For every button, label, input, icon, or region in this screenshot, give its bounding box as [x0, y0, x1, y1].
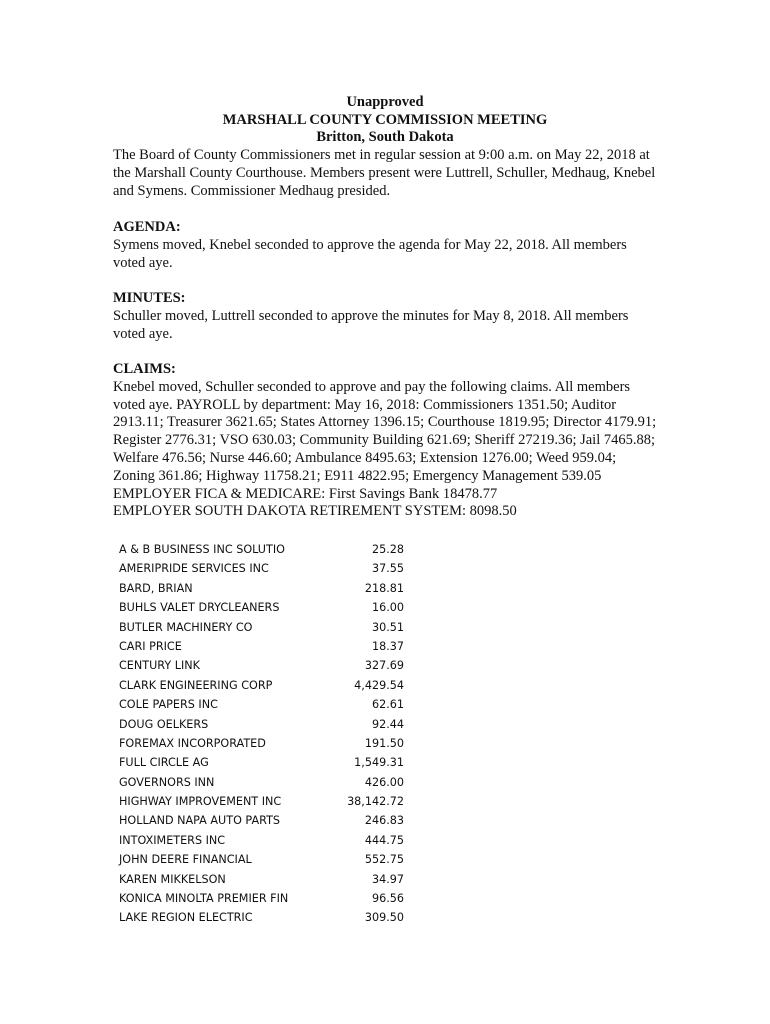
claim-vendor-name: JOHN DEERE FINANCIAL [119, 853, 252, 867]
claim-vendor-name: AMERIPRIDE SERVICES INC [119, 562, 269, 576]
claim-row [119, 559, 419, 578]
claim-vendor-name: COLE PAPERS INC [119, 698, 218, 712]
meeting-title: MARSHALL COUNTY COMMISSION MEETING [222, 111, 548, 128]
claim-vendor-name: BARD, BRIAN [119, 581, 193, 595]
claim-vendor-name: BUHLS VALET DRYCLEANERS [119, 601, 280, 615]
claim-amount: 18.37 [371, 639, 404, 653]
employer-retirement-line: EMPLOYER SOUTH DAKOTA RETIREMENT SYSTEM: 8098.50 [113, 503, 517, 520]
claim-row [119, 753, 419, 772]
claim-amount: 34.97 [371, 872, 404, 886]
claim-amount: 246.83 [364, 814, 404, 828]
claim-row [119, 579, 419, 598]
claims-heading: CLAIMS: [113, 361, 176, 377]
claim-vendor-name: DOUG OELKERS [119, 717, 209, 731]
claim-row [119, 540, 419, 559]
claim-vendor-name: CENTURY LINK [119, 659, 200, 673]
claim-vendor-name: HIGHWAY IMPROVEMENT INC [119, 795, 282, 809]
claims-list [119, 540, 419, 928]
claim-row [119, 870, 419, 889]
claim-row [119, 618, 419, 637]
claim-row [119, 831, 419, 850]
claim-amount: 30.51 [371, 620, 404, 634]
claim-vendor-name: A & B BUSINESS INC SOLUTIO [119, 543, 285, 556]
intro-paragraph [113, 147, 661, 200]
agenda-text: Symens moved, Knebel seconded to approve the agenda for May 22, 2018. All members voted aye. [113, 236, 627, 271]
claim-vendor-name: KAREN MIKKELSON [119, 872, 226, 886]
claim-row [119, 695, 419, 714]
claim-vendor-name: KONICA MINOLTA PREMIER FIN [119, 892, 289, 906]
claim-amount: 62.61 [371, 698, 404, 712]
minutes-text: Schuller moved, Luttrell seconded to approve the minutes for May 8, 2018. All members voted aye. [113, 307, 629, 342]
claim-amount: 444.75 [364, 833, 404, 847]
claims-text: Knebel moved, Schuller seconded to approve and pay the following claims. All members voted aye. PAYROLL by department: May 16, 2018: Commissioners 1351.50; Auditor 2913.11; Treasurer 3621.65; States Attorney 1396.15; Courthouse 1819.95; Director 4179.91; Register 2776.31; VSO 630.03; Community Building 621.69; Sheriff 27219.36; Jail 7465.88; Welfare 476.56; Nurse 446.60; Ambulance 8495.63; Extension 1276.00; Weed 959.04; Zoning 361.86; Highway 11758.21; E911 4822.95; Emergency Management 539.05 [113, 378, 657, 484]
claim-vendor-name: LAKE REGION ELECTRIC [119, 911, 253, 925]
claim-vendor-name: HOLLAND NAPA AUTO PARTS [119, 814, 281, 828]
claim-amount: 1,549.31 [354, 756, 404, 770]
claim-vendor-name: GOVERNORS INN [119, 775, 215, 789]
claim-amount: 191.50 [364, 736, 404, 750]
claim-row [119, 811, 419, 830]
document-header [113, 94, 657, 147]
claim-vendor-name: CLARK ENGINEERING CORP [119, 678, 273, 692]
claim-row [119, 773, 419, 792]
agenda-heading: AGENDA: [113, 219, 181, 235]
claim-amount: 4,429.54 [354, 678, 404, 692]
claim-vendor-name: BUTLER MACHINERY CO [119, 620, 253, 634]
claim-vendor-name: INTOXIMETERS INC [119, 833, 226, 847]
claim-vendor-name: CARI PRICE [119, 639, 182, 653]
claim-row [119, 676, 419, 695]
claim-amount: 327.69 [364, 659, 404, 673]
claim-amount: 552.75 [364, 853, 404, 867]
claim-vendor-name: FULL CIRCLE AG [119, 756, 209, 770]
claim-row [119, 908, 419, 927]
claim-row [119, 889, 419, 908]
claim-amount: 96.56 [371, 892, 404, 906]
claim-amount: 25.28 [371, 543, 404, 556]
claim-row [119, 637, 419, 656]
claim-amount: 309.50 [364, 911, 404, 925]
claim-row [119, 734, 419, 753]
claim-row [119, 598, 419, 617]
claim-amount: 218.81 [364, 581, 404, 595]
status-label: Unapproved [346, 94, 424, 110]
meeting-location: Britton, South Dakota [316, 129, 454, 145]
claim-row [119, 656, 419, 675]
intro-text: The Board of County Commissioners met in regular session at 9:00 a.m. on May 22, 2018 at the Marshall County Courthouse. Members present were Luttrell, Schuller, Medhaug, Knebel and Symens. Commissioner Medhaug presided. [113, 147, 656, 199]
claims-section [113, 361, 661, 521]
minutes-heading: MINUTES: [113, 290, 186, 306]
claim-amount: 426.00 [364, 775, 404, 789]
agenda-section [113, 219, 661, 272]
minutes-section [113, 290, 661, 343]
claim-row [119, 792, 419, 811]
claim-row [119, 850, 419, 869]
claim-row [119, 715, 419, 734]
claim-vendor-name: FOREMAX INCORPORATED [119, 736, 266, 750]
claim-amount: 16.00 [371, 601, 404, 615]
claim-amount: 37.55 [371, 562, 404, 576]
claim-amount: 92.44 [371, 717, 404, 731]
employer-fica-line: EMPLOYER FICA & MEDICARE: First Savings Bank 18478.77 [113, 485, 498, 502]
claim-amount: 38,142.72 [347, 795, 404, 809]
